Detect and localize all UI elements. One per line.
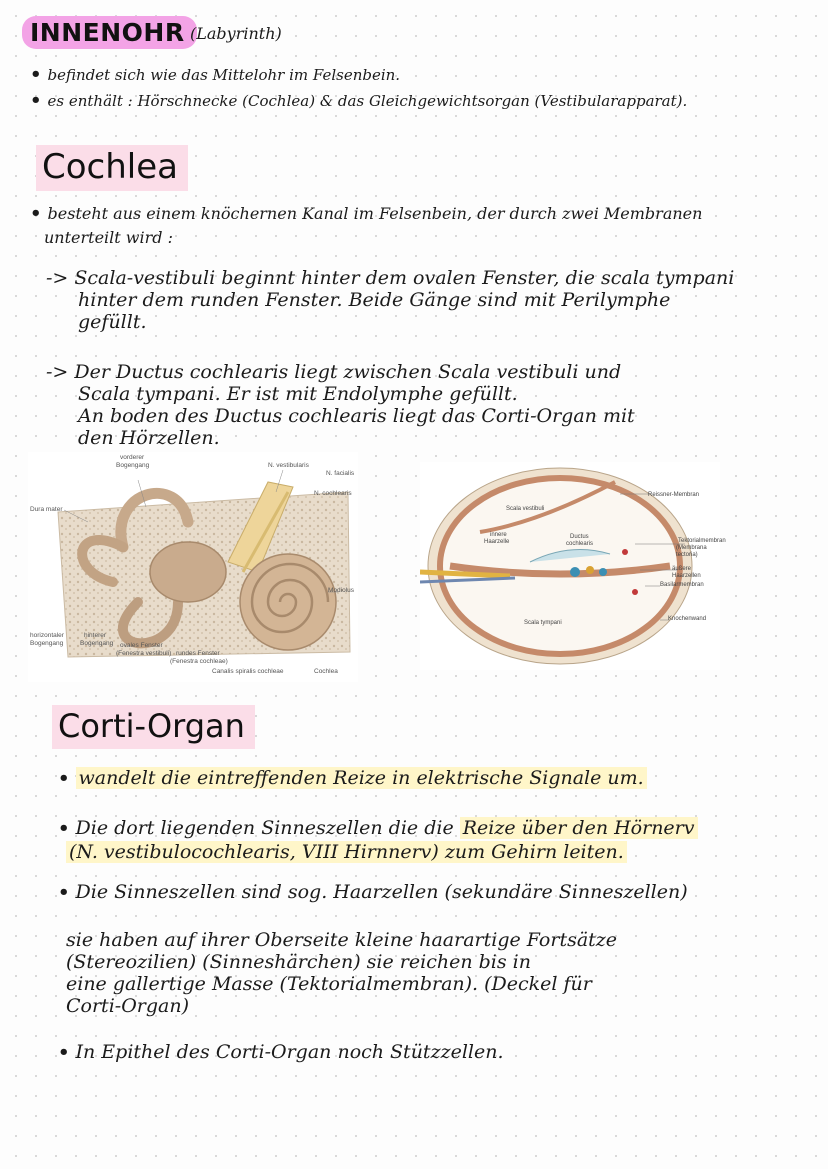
cochlea-bullet-line2: unterteilt wird : — [44, 228, 173, 247]
label-hinterer-2: Bogengang — [80, 640, 114, 647]
label-haarzelle: Haarzelle — [484, 539, 510, 545]
label-canalis-spiralis: Canalis spiralis cochleae — [212, 668, 284, 675]
arrow2-line2: Scala tympani. Er ist mit Endolymphe gefüllt. — [78, 383, 518, 405]
label-rundes-fenster-2: (Fenestra cochleae) — [170, 658, 228, 665]
corti-bullet-1 — [58, 768, 647, 789]
labyrinth-figure — [28, 452, 358, 682]
label-reissner-membran: Reissner-Membran — [648, 492, 700, 498]
label-cochlea: Cochlea — [314, 668, 338, 675]
heading-corti-organ: Corti-Organ — [52, 705, 255, 749]
label-bogengang: Bogengang — [116, 462, 150, 469]
label-innere: innere — [490, 532, 507, 538]
label-n-facialis: N. facialis — [326, 470, 355, 477]
label-vorderer: vorderer — [120, 454, 145, 461]
label-hinterer: hinterer — [84, 632, 107, 639]
page-subtitle: (Labyrinth) — [190, 24, 282, 43]
label-ductus: Ductus — [570, 534, 589, 540]
arrow2-line3: An boden des Ductus cochlearis liegt das Corti-Organ mit — [78, 405, 635, 427]
corti-bullet-2-line2-text: (N. vestibulocochlearis, VIII Hirnnerv) zum Gehirn leiten. — [66, 841, 627, 863]
label-n-cochlearis: N. cochlearis — [314, 490, 352, 497]
label-scala-vestibuli: Scala vestibuli — [506, 506, 545, 512]
label-aeussere-haarzellen: äußere Haarzellen — [672, 566, 701, 579]
intro-bullet-1: • befindet sich wie das Mittelohr im Felsenbein. — [30, 66, 400, 84]
arrow1-line2: hinter dem runden Fenster. Beide Gänge sind mit Perilymphe — [78, 289, 671, 311]
label-rundes-fenster: rundes Fenster — [176, 650, 220, 657]
label-dura-mater: Dura mater — [30, 506, 63, 513]
label-ovales-fenster-2: (Fenestra vestibuli) — [116, 650, 172, 657]
corti-bullet-4: • In Epithel des Corti-Organ noch Stützzellen. — [58, 1042, 504, 1063]
labyrinth-illustration — [28, 452, 358, 682]
corti-bullet-3-line4: eine gallertige Masse (Tektorialmembran). (Deckel für — [66, 973, 592, 995]
label-scala-tympani: Scala tympani — [524, 620, 562, 626]
label-ductus-cochlearis: cochlearis — [566, 541, 594, 547]
label-basilarmembran: Basilarmembran — [660, 582, 704, 588]
arrow2-line1: -> Der Ductus cochlearis liegt zwischen Scala vestibuli und — [46, 361, 622, 383]
label-horizontaler-2: Bogengang — [30, 640, 64, 647]
corti-bullet-2 — [58, 818, 698, 839]
label-modiolus: Modiolus — [328, 587, 355, 594]
cochlea-section-figure — [420, 462, 726, 670]
label-membrana-tectoria: (Membrana tectoria) — [676, 545, 707, 558]
intro-bullet-2: • es enthält : Hörschnecke (Cochlea) & das Gleichgewichtsorgan (Vestibularapparat). — [30, 92, 687, 110]
label-knochenwand: Knochenwand — [668, 616, 707, 622]
corti-bullet-3: • Die Sinneszellen sind sog. Haarzellen (sekundäre Sinneszellen) — [58, 882, 688, 903]
heading-cochlea: Cochlea — [36, 145, 188, 191]
corti-bullet-2-pre: Die dort liegenden Sinneszellen die die — [75, 817, 460, 839]
label-n-vestibularis: N. vestibularis — [268, 462, 309, 469]
label-horizontaler: horizontaler — [30, 632, 64, 639]
corti-bullet-2-line2 — [66, 842, 627, 862]
label-ovales-fenster: ovales Fenster — [120, 642, 163, 649]
arrow1-line1: -> Scala-vestibuli beginnt hinter dem ovalen Fenster, die scala tympani — [46, 267, 735, 289]
corti-bullet-2-highlight: Reize über den Hörnerv — [460, 817, 698, 839]
cochlea-bullet-line1: • besteht aus einem knöchernen Kanal im Felsenbein, der durch zwei Membranen — [30, 204, 702, 223]
corti-bullet-1-text: wandelt die eintreffenden Reize in elektrische Signale um. — [76, 767, 647, 789]
corti-bullet-3-line5: Corti-Organ) — [66, 995, 189, 1017]
arrow2-line4: den Hörzellen. — [78, 427, 220, 449]
corti-bullet-3-line2: sie haben auf ihrer Oberseite kleine haarartige Fortsätze — [66, 929, 618, 951]
page-title: INNENOHR — [22, 16, 197, 49]
corti-bullet-3-line3: (Stereozilien) (Sinneshärchen) sie reichen bis in — [66, 951, 531, 973]
label-tektorialmembran: Tektorialmembran — [678, 538, 726, 544]
arrow1-line3: gefüllt. — [78, 311, 147, 333]
